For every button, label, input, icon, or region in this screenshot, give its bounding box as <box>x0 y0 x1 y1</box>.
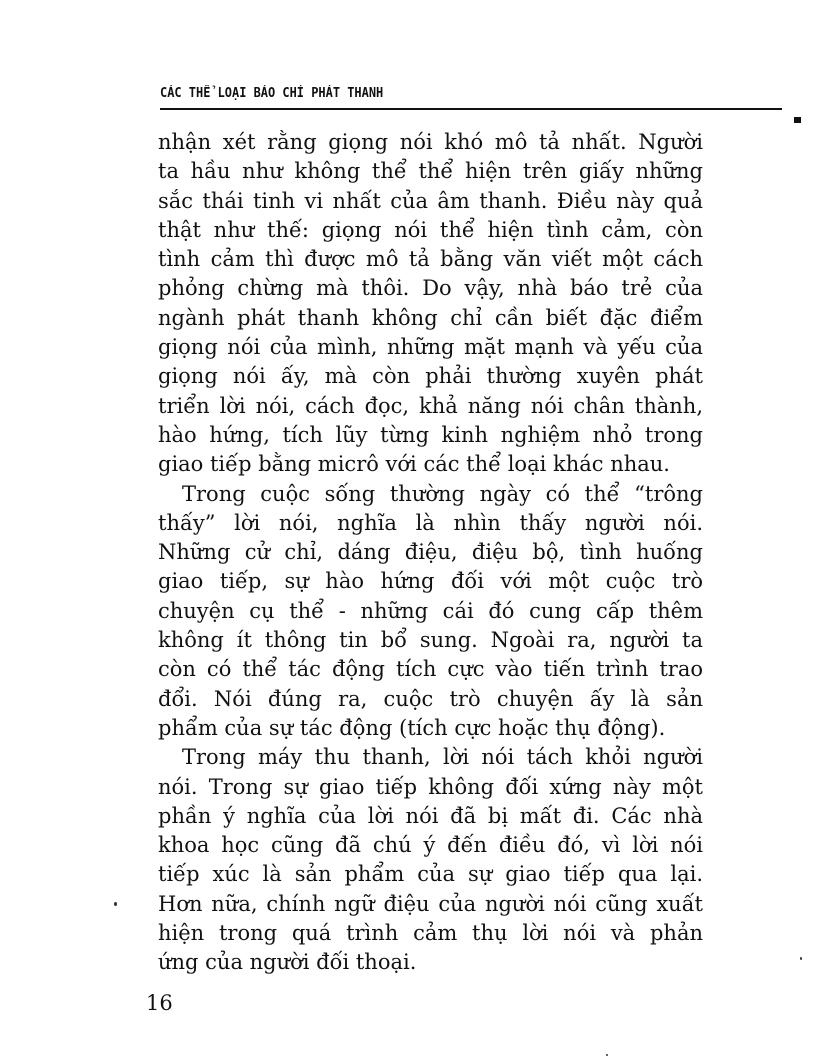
text-line: thấy” lời nói, nghĩa là nhìn thấy người nói. <box>158 510 703 535</box>
paragraph-start-line: Trong cuộc sống thường ngày có thể “trông <box>182 481 703 506</box>
text-line: triển lời nói, cách đọc, khả năng nói chân thành, <box>158 393 703 418</box>
text-line: tình cảm thì được mô tả bằng văn viết một cách <box>158 247 703 272</box>
text-line: giọng nói của mình, những mặt mạnh và yếu của <box>158 335 703 360</box>
text-line: phỏng chừng mà thôi. Do vậy, nhà báo trẻ của <box>158 276 703 301</box>
text-line: phẩm của sự tác động (tích cực hoặc thụ động). <box>158 715 666 740</box>
text-line: nói. Trong sự giao tiếp không đối xứng này một <box>158 774 703 799</box>
scan-speck <box>606 1054 608 1056</box>
running-header: CÁC THỂ LOẠI BÁO CHÍ PHÁT THANH <box>160 86 384 101</box>
text-line: tiếp xúc là sản phẩm của sự giao tiếp qua lại. <box>158 862 703 887</box>
text-line: hào hứng, tích lũy từng kinh nghiệm nhỏ trong <box>158 422 703 447</box>
text-line: ta hầu như không thể thể hiện trên giấy những <box>158 159 703 184</box>
text-line: thật như thế: giọng nói thể hiện tình cảm, còn <box>158 217 703 242</box>
text-line: ứng của người đối thoại. <box>158 950 417 975</box>
scan-speck <box>800 957 802 960</box>
text-line: ngành phát thanh không chỉ cần biết đặc điểm <box>158 305 703 330</box>
page-number: 16 <box>146 991 173 1015</box>
text-line: giọng nói ấy, mà còn phải thường xuyên phát <box>158 364 703 389</box>
text-line: Những cử chỉ, dáng điệu, điệu bộ, tình huống <box>158 540 703 565</box>
text-line: sắc thái tinh vi nhất của âm thanh. Điều này quả <box>158 188 703 213</box>
text-line: chuyện cụ thể - những cái đó cung cấp thêm <box>158 598 703 623</box>
paragraph-start-line: Trong máy thu thanh, lời nói tách khỏi người <box>182 745 703 770</box>
text-line: Hơn nữa, chính ngữ điệu của người nói cũng xuất <box>158 891 703 916</box>
text-line: khoa học cũng đã chú ý đến điều đó, vì lời nói <box>158 833 703 858</box>
text-line: còn có thể tác động tích cực vào tiến trình trao <box>158 657 703 682</box>
text-line: hiện trong quá trình cảm thụ lời nói và phản <box>158 921 703 946</box>
edge-mark <box>794 117 801 123</box>
text-line: nhận xét rằng giọng nói khó mô tả nhất. Người <box>158 130 703 154</box>
scan-speck <box>114 902 117 906</box>
text-line: phần ý nghĩa của lời nói đã bị mất đi. Các nhà <box>158 803 703 828</box>
text-line: giao tiếp, sự hào hứng đối với một cuộc trò <box>158 569 703 594</box>
header-rule <box>160 108 782 110</box>
text-line: không ít thông tin bổ sung. Ngoài ra, người ta <box>158 628 703 653</box>
text-line: đổi. Nói đúng ra, cuộc trò chuyện ấy là sản <box>158 686 703 711</box>
body-text <box>158 128 703 978</box>
text-line: giao tiếp bằng micrô với các thể loại khác nhau. <box>158 452 670 477</box>
